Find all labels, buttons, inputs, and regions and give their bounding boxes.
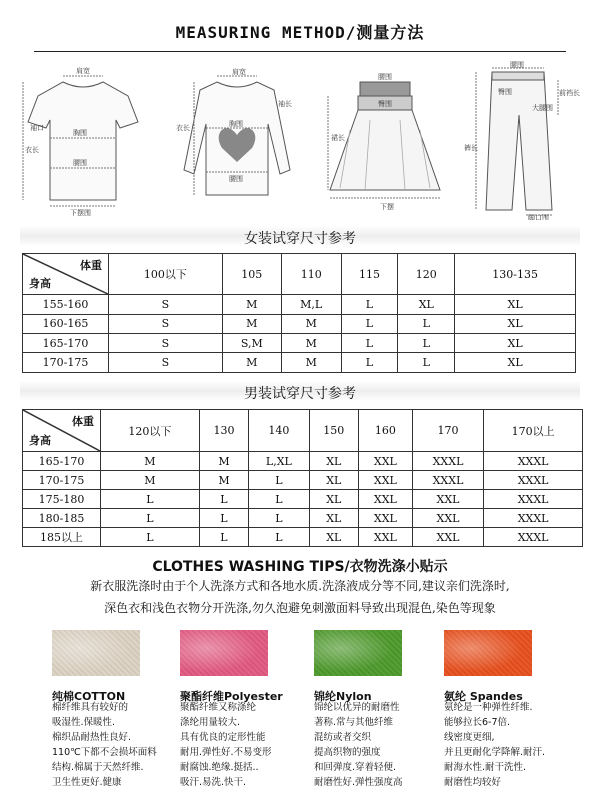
size-cell: L: [249, 490, 309, 509]
cotton-swatch: [52, 630, 140, 676]
table-row: [23, 314, 576, 333]
size-cell: XL: [309, 528, 358, 547]
size-cell: S: [109, 353, 223, 373]
tshirt-diagram: [18, 60, 148, 220]
women-corner-cell: [23, 254, 109, 295]
weight-header: 140: [249, 410, 309, 452]
size-cell: M: [281, 314, 341, 333]
height-cell: 165-170: [23, 334, 109, 353]
men-size-title: 男装试穿尺寸参考: [244, 386, 356, 402]
size-cell: L: [199, 490, 248, 509]
size-cell: L: [249, 509, 309, 528]
men-header-row: [23, 410, 583, 452]
longsleeve-chest-label: 胸围: [229, 120, 243, 128]
size-cell: S: [109, 295, 223, 314]
size-cell: XXXL: [484, 509, 583, 528]
size-cell: L: [398, 334, 455, 353]
description-line: 耐腐蚀.绝缘.挺括..: [180, 762, 259, 773]
description-line: 吸湿性.保暖性.: [52, 717, 116, 728]
description-line: 耐海水性.耐干洗性.: [444, 762, 527, 773]
men-weight-label: 体重: [72, 415, 94, 428]
table-row: [23, 334, 576, 353]
size-cell: XXL: [358, 490, 412, 509]
nylon-description: [314, 700, 442, 790]
cotton-description: [52, 700, 177, 790]
description-line: 涤纶用量较大.: [180, 717, 241, 728]
height-cell: 170-175: [23, 353, 109, 373]
size-cell: L: [249, 528, 309, 547]
size-cell: L: [101, 528, 200, 547]
size-cell: M: [281, 334, 341, 353]
size-cell: M: [101, 452, 200, 471]
men-corner-cell: [23, 410, 101, 452]
size-cell: L: [199, 509, 248, 528]
weight-header: 120以下: [101, 410, 200, 452]
table-row: [23, 353, 576, 373]
height-cell: 160-165: [23, 314, 109, 333]
description-line: 棉纤维具有较好的: [52, 702, 129, 713]
size-cell: L: [398, 353, 455, 373]
description-line: 耐用.弹性好.不易变形: [180, 747, 272, 758]
description-line: 聚酯纤维又称涤纶: [180, 702, 257, 713]
size-cell: XXL: [358, 471, 412, 490]
pants-waist-label: 腰围: [510, 61, 524, 69]
weight-header: 130: [199, 410, 248, 452]
skirt-waist-label: 腰围: [378, 73, 392, 81]
size-cell: XXL: [358, 528, 412, 547]
size-cell: L: [341, 334, 398, 353]
size-cell: XXL: [412, 528, 483, 547]
polyester-swatch: [180, 630, 268, 676]
table-row: [23, 452, 583, 471]
size-cell: XL: [455, 353, 576, 373]
spandex-name: 氨纶 Spandes: [444, 690, 523, 703]
size-cell: XL: [309, 452, 358, 471]
size-cell: XXXL: [412, 452, 483, 471]
longsleeve-waist-label: 腰围: [229, 175, 243, 183]
tshirt-waist-label: 腰围: [73, 159, 87, 167]
spandex-swatch: [444, 630, 532, 676]
size-cell: M: [199, 471, 248, 490]
height-cell: 180-185: [23, 509, 101, 528]
description-line: 耐磨性均较好: [444, 777, 502, 788]
washing-tips-line-1: 新衣服洗涤时由于个人洗涤方式和各地水质.洗涤液成分等不同,建议亲们洗涤时,: [90, 579, 510, 593]
size-cell: XXXL: [412, 471, 483, 490]
weight-header: 115: [341, 254, 398, 295]
nylon-name: 锦纶Nylon: [314, 690, 372, 703]
longsleeve-sleeve-label: 袖长: [278, 100, 292, 108]
size-cell: XXL: [358, 452, 412, 471]
weight-header: 110: [281, 254, 341, 295]
description-line: 氨纶是一种弹性纤维.: [444, 702, 533, 713]
men-height-label: 身高: [29, 434, 51, 447]
description-line: 混纺或者交织: [314, 732, 372, 743]
tshirt-length-label: 衣长: [25, 146, 39, 154]
description-line: 和回弹度.穿着轻便.: [314, 762, 397, 773]
women-weight-label: 体重: [80, 259, 102, 272]
men-size-table: [22, 409, 583, 547]
height-cell: 170-175: [23, 471, 101, 490]
size-cell: L: [199, 528, 248, 547]
weight-header: 105: [222, 254, 281, 295]
size-cell: XXXL: [484, 528, 583, 547]
women-size-table: [22, 253, 576, 373]
weight-header: 160: [358, 410, 412, 452]
description-line: 结构.棉属于天然纤维.: [52, 762, 144, 773]
pants-leg-label: 脚口围: [528, 214, 549, 220]
weight-header: 120: [398, 254, 455, 295]
size-cell: XXL: [412, 490, 483, 509]
description-line: 耐磨性好.弹性强度高: [314, 777, 403, 788]
tshirt-hem-label: 下摆围: [70, 209, 91, 217]
size-cell: L: [398, 314, 455, 333]
size-cell: L: [101, 509, 200, 528]
table-row: [23, 528, 583, 547]
cotton-name: 纯棉COTTON: [52, 690, 126, 703]
description-line: 提高织物的强度: [314, 747, 381, 758]
size-cell: S: [109, 334, 223, 353]
longsleeve-shoulder-label: 肩宽: [232, 68, 246, 76]
size-cell: XL: [455, 295, 576, 314]
size-cell: XL: [455, 334, 576, 353]
spandex-description: [444, 700, 594, 790]
weight-header: 150: [309, 410, 358, 452]
description-line: 吸汗.易洗.快干.: [180, 777, 247, 788]
polyester-name: 聚酯纤维Polyester: [180, 690, 283, 703]
size-cell: L: [249, 471, 309, 490]
pants-diagram: [462, 60, 582, 220]
longsleeve-diagram: [172, 60, 302, 220]
size-cell: XL: [398, 295, 455, 314]
skirt-diagram: [320, 60, 450, 220]
description-line: 著称.常与其他纤维: [314, 717, 394, 728]
size-cell: XXL: [358, 509, 412, 528]
size-cell: L,XL: [249, 452, 309, 471]
size-cell: L: [101, 490, 200, 509]
size-cell: L: [341, 353, 398, 373]
size-cell: M: [281, 353, 341, 373]
size-cell: M: [101, 471, 200, 490]
weight-header: 100以下: [109, 254, 223, 295]
size-cell: M: [222, 295, 281, 314]
tshirt-sleeve-label: 袖口: [30, 124, 44, 132]
height-cell: 155-160: [23, 295, 109, 314]
size-cell: S: [109, 314, 223, 333]
description-line: 能够拉长6-7倍.: [444, 717, 511, 728]
size-cell: M: [199, 452, 248, 471]
pants-hip-label: 臀围: [498, 88, 512, 96]
description-line: 线密度更细,: [444, 732, 495, 743]
pants-length-label: 裤长: [464, 144, 478, 152]
size-cell: XXXL: [484, 490, 583, 509]
size-cell: M,L: [281, 295, 341, 314]
pants-front-rise-label: 前裆长: [559, 89, 580, 97]
description-line: 卫生性更好.健康: [52, 777, 122, 788]
size-cell: XXL: [412, 509, 483, 528]
women-height-label: 身高: [29, 277, 51, 291]
table-row: [23, 509, 583, 528]
skirt-hem-label: 下摆: [380, 203, 394, 211]
description-line: 棉织品耐热性良好.: [52, 732, 132, 743]
size-cell: L: [341, 295, 398, 314]
size-cell: XL: [455, 314, 576, 333]
polyester-description: [180, 700, 310, 790]
height-cell: 165-170: [23, 452, 101, 471]
description-line: 具有优良的定形性能: [180, 732, 266, 743]
weight-header: 170: [412, 410, 483, 452]
size-cell: XXXL: [484, 471, 583, 490]
size-cell: M: [222, 353, 281, 373]
description-line: 110℃下都不会损坏面料: [52, 747, 157, 758]
table-row: [23, 490, 583, 509]
weight-header: 130-135: [455, 254, 576, 295]
size-cell: M: [222, 314, 281, 333]
table-row: [23, 471, 583, 490]
description-line: 并且更耐化学降解.耐汗.: [444, 747, 546, 758]
tshirt-shoulder-label: 肩宽: [76, 67, 90, 75]
height-cell: 185以上: [23, 528, 101, 547]
title-divider: [34, 51, 566, 52]
tshirt-chest-label: 胸围: [73, 129, 87, 137]
size-cell: XL: [309, 490, 358, 509]
pants-thigh-label: 大腿围: [532, 104, 553, 112]
weight-header: 170以上: [484, 410, 583, 452]
longsleeve-length-label: 衣长: [176, 124, 190, 132]
size-cell: L: [341, 314, 398, 333]
women-header-row: [23, 254, 576, 295]
description-line: 锦纶以优异的耐磨性: [314, 702, 400, 713]
washing-tips-line-2: 深色衣和浅色衣物分开洗涤,勿久泡避免刺激面料导致出现混色,染色等现象: [104, 601, 496, 615]
page-title: MEASURING METHOD/测量方法: [175, 23, 425, 42]
height-cell: 175-180: [23, 490, 101, 509]
skirt-hip-label: 臀围: [378, 100, 392, 108]
washing-tips-title: CLOTHES WASHING TIPS/衣物洗涤小贴示: [152, 559, 448, 575]
size-cell: XL: [309, 509, 358, 528]
size-cell: S,M: [222, 334, 281, 353]
skirt-length-label: 裙长: [331, 134, 345, 142]
size-cell: XXXL: [484, 452, 583, 471]
table-row: [23, 295, 576, 314]
size-cell: XL: [309, 471, 358, 490]
women-size-title: 女装试穿尺寸参考: [244, 231, 356, 247]
nylon-swatch: [314, 630, 402, 676]
